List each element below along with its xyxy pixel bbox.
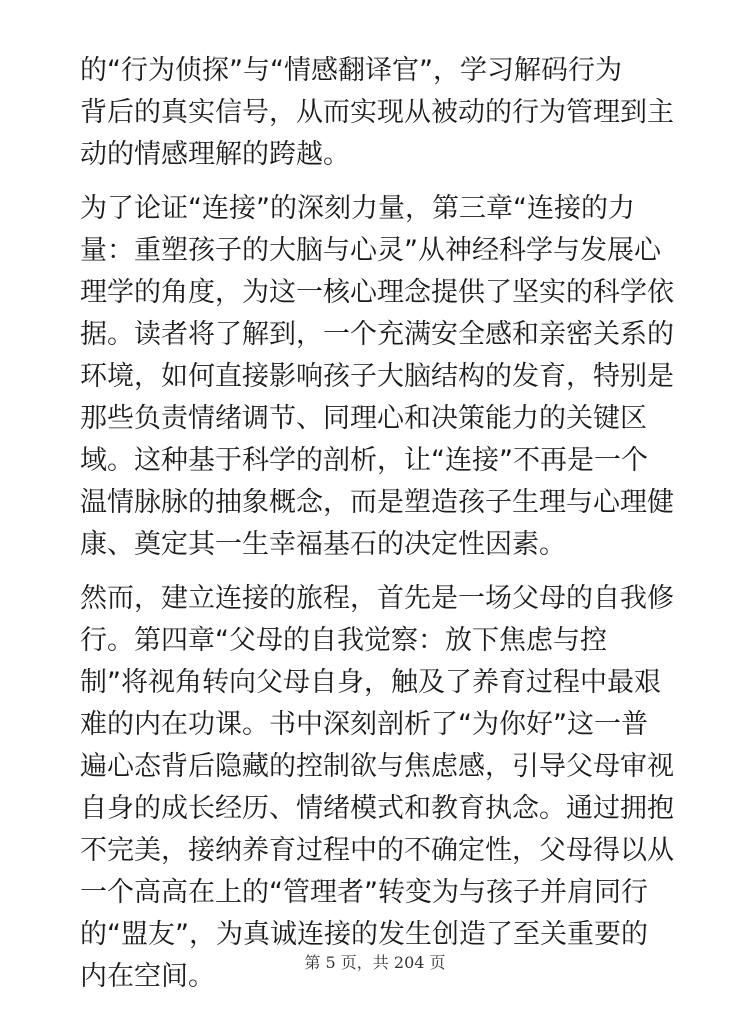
text-line: 自身的成长经历、情绪模式和教育执念。通过拥抱 [80,793,674,824]
text-line: 康、奠定其一生幸福基石的决定性因素。 [80,529,566,560]
text-line: 背后的真实信号，从而实现从被动的行为管理到主 [80,97,674,128]
text-line: 动的情感理解的跨越。 [80,139,350,170]
text-line: 行。第四章“父母的自我觉察：放下焦虑与控 [80,625,607,656]
text-line: 的“行为侦探”与“情感翻译官”，学习解码行为 [80,55,622,86]
paragraph [80,578,680,998]
paragraph [80,50,680,176]
text-line: 内在空间。 [80,961,215,992]
text-line: 遍心态背后隐藏的控制欲与焦虑感，引导父母审视 [80,751,674,782]
text-line: 环境，如何直接影响孩子大脑结构的发育，特别是 [80,361,674,392]
text-line: 然而，建立连接的旅程，首先是一场父母的自我修 [80,583,674,614]
text-line: 制”将视角转向父母自身，触及了养育过程中最艰 [80,667,661,698]
text-line: 那些负责情绪调节、同理心和决策能力的关键区 [80,403,647,434]
text-line: 为了论证“连接”的深刻力量，第三章“连接的力 [80,193,635,224]
text-line: 一个高高在上的“管理者”转变为与孩子并肩同行 [80,877,648,908]
page-number: 第 5 页，共 204 页 [304,953,446,972]
body-text [80,50,680,1010]
text-line: 理学的角度，为这一核心理念提供了坚实的科学依 [80,277,674,308]
text-line: 据。读者将了解到，一个充满安全感和亲密关系的 [80,319,674,350]
text-line: 量：重塑孩子的大脑与心灵”从神经科学与发展心 [80,235,661,266]
text-line: 不完美，接纳养育过程中的不确定性，父母得以从 [80,835,674,866]
text-line: 的“盟友”，为真诚连接的发生创造了至关重要的 [80,919,648,950]
text-line: 难的内在功课。书中深刻剖析了“为你好”这一普 [80,709,648,740]
text-line: 温情脉脉的抽象概念，而是塑造孩子生理与心理健 [80,487,674,518]
paragraph [80,188,680,566]
text-line: 域。这种基于科学的剖析，让“连接”不再是一个 [80,445,648,476]
